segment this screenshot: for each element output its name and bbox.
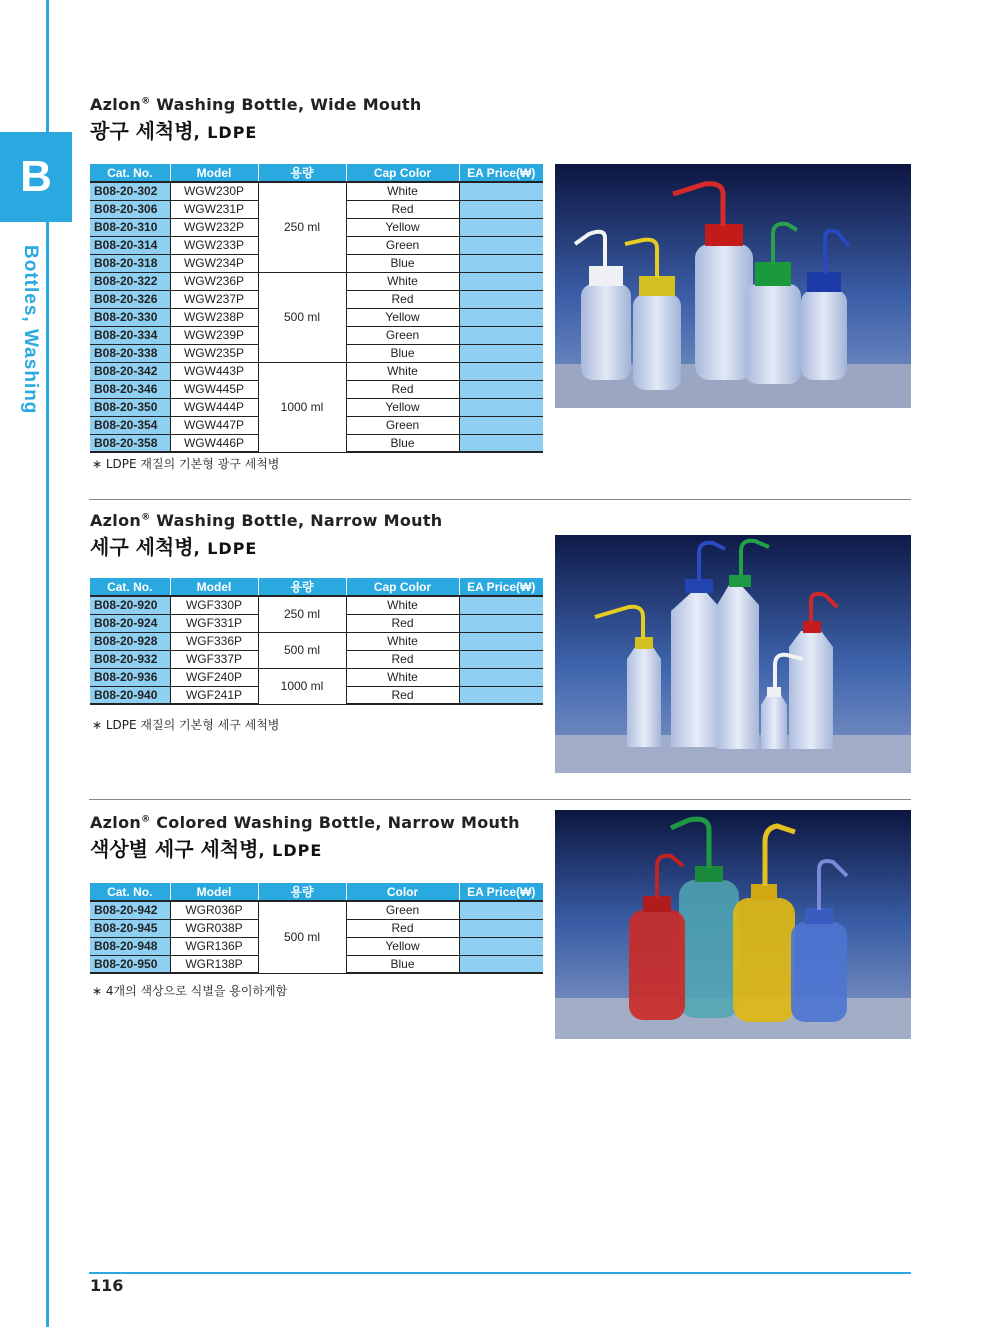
table-cell: Green <box>346 236 459 254</box>
cat-no-cell: B08-20-310 <box>90 218 170 236</box>
table-row <box>90 362 543 380</box>
table-header <box>90 883 543 901</box>
table-cell: Yellow <box>346 308 459 326</box>
table-cell: Red <box>346 200 459 218</box>
cat-no-cell: B08-20-322 <box>90 272 170 290</box>
cat-no-cell: B08-20-346 <box>90 380 170 398</box>
title-en: Azlon® Washing Bottle, Wide Mouth <box>90 95 422 114</box>
cat-no-cell: B08-20-338 <box>90 344 170 362</box>
col-model: Model <box>170 883 258 901</box>
table-cell: WGF337P <box>170 650 258 668</box>
title-en: Azlon® Washing Bottle, Narrow Mouth <box>90 511 443 530</box>
page-number: 116 <box>90 1276 124 1295</box>
price-cell <box>459 272 543 290</box>
table-cell: WGW231P <box>170 200 258 218</box>
volume-cell: 500 ml <box>258 632 346 668</box>
price-cell <box>459 434 543 452</box>
registered-mark: ® <box>141 814 151 825</box>
table-cell: Yellow <box>346 218 459 236</box>
col-color: Cap Color <box>346 578 459 596</box>
table-cell: Red <box>346 290 459 308</box>
col-price: EA Price(₩) <box>459 164 543 182</box>
price-cell <box>459 290 543 308</box>
col-cat: Cat. No. <box>90 883 170 901</box>
table-cell: WGW444P <box>170 398 258 416</box>
table-cell: WGR138P <box>170 955 258 973</box>
price-cell <box>459 901 543 919</box>
table-cell: White <box>346 596 459 614</box>
col-cat: Cat. No. <box>90 164 170 182</box>
table-row <box>90 668 543 686</box>
title-en: Azlon® Colored Washing Bottle, Narrow Mouth <box>90 813 520 832</box>
table-cell: White <box>346 668 459 686</box>
cat-no-cell: B08-20-330 <box>90 308 170 326</box>
table-cell: WGW232P <box>170 218 258 236</box>
cat-no-cell: B08-20-940 <box>90 686 170 704</box>
product-photo-narrow <box>555 535 911 773</box>
price-cell <box>459 362 543 380</box>
table-cell: WGW233P <box>170 236 258 254</box>
table-cell: White <box>346 272 459 290</box>
table-row <box>90 632 543 650</box>
table-cell: WGF330P <box>170 596 258 614</box>
cat-no-cell: B08-20-924 <box>90 614 170 632</box>
volume-cell: 1000 ml <box>258 362 346 452</box>
price-cell <box>459 218 543 236</box>
spec-table-colored <box>90 883 543 974</box>
table-cell: White <box>346 632 459 650</box>
price-cell <box>459 955 543 973</box>
table-cell: Yellow <box>346 937 459 955</box>
table-cell: WGW236P <box>170 272 258 290</box>
section-label: Bottles, Washing <box>20 245 41 415</box>
section-tab <box>0 132 72 222</box>
price-cell <box>459 326 543 344</box>
spec-table-wide <box>90 164 543 453</box>
product-title-wide <box>90 95 912 144</box>
table-cell: WGR036P <box>170 901 258 919</box>
footnote: ∗ LDPE 재질의 기본형 세구 세척병 <box>92 718 280 732</box>
table-cell: WGF336P <box>170 632 258 650</box>
table-header <box>90 578 543 596</box>
table-cell: WGW238P <box>170 308 258 326</box>
table-cell: WGR136P <box>170 937 258 955</box>
price-cell <box>459 919 543 937</box>
col-model: Model <box>170 164 258 182</box>
price-cell <box>459 937 543 955</box>
cat-no-cell: B08-20-342 <box>90 362 170 380</box>
col-price: EA Price(₩) <box>459 578 543 596</box>
cat-no-cell: B08-20-920 <box>90 596 170 614</box>
cat-no-cell: B08-20-306 <box>90 200 170 218</box>
cat-no-cell: B08-20-948 <box>90 937 170 955</box>
col-volume: 용량 <box>258 578 346 596</box>
section-divider <box>89 799 911 800</box>
table-cell: Red <box>346 614 459 632</box>
volume-cell: 500 ml <box>258 901 346 973</box>
table-cell: WGW235P <box>170 344 258 362</box>
cat-no-cell: B08-20-318 <box>90 254 170 272</box>
volume-cell: 250 ml <box>258 596 346 632</box>
col-volume: 용량 <box>258 883 346 901</box>
price-cell <box>459 344 543 362</box>
price-cell <box>459 686 543 704</box>
col-volume: 용량 <box>258 164 346 182</box>
footnote: ∗ LDPE 재질의 기본형 광구 세척병 <box>92 457 280 471</box>
col-color: Color <box>346 883 459 901</box>
table-cell: White <box>346 362 459 380</box>
footer-rule <box>89 1272 911 1274</box>
cat-no-cell: B08-20-936 <box>90 668 170 686</box>
cat-no-cell: B08-20-334 <box>90 326 170 344</box>
cat-no-cell: B08-20-350 <box>90 398 170 416</box>
table-cell: WGW447P <box>170 416 258 434</box>
table-cell: WGW445P <box>170 380 258 398</box>
table-cell: WGW234P <box>170 254 258 272</box>
product-photo-wide <box>555 164 911 408</box>
table-cell: Green <box>346 901 459 919</box>
table-cell: WGF241P <box>170 686 258 704</box>
table-cell: Blue <box>346 254 459 272</box>
table-cell: Red <box>346 380 459 398</box>
cat-no-cell: B08-20-358 <box>90 434 170 452</box>
price-cell <box>459 200 543 218</box>
table-cell: Blue <box>346 955 459 973</box>
cat-no-cell: B08-20-302 <box>90 182 170 200</box>
volume-cell: 500 ml <box>258 272 346 362</box>
col-color: Cap Color <box>346 164 459 182</box>
registered-mark: ® <box>141 96 151 107</box>
table-cell: Red <box>346 650 459 668</box>
table-row <box>90 596 543 614</box>
table-cell: WGW443P <box>170 362 258 380</box>
price-cell <box>459 254 543 272</box>
price-cell <box>459 398 543 416</box>
section-letter: B <box>20 152 52 201</box>
table-row <box>90 182 543 200</box>
volume-cell: 1000 ml <box>258 668 346 704</box>
table-cell: WGW230P <box>170 182 258 200</box>
table-cell: WGW237P <box>170 290 258 308</box>
table-cell: Green <box>346 326 459 344</box>
registered-mark: ® <box>141 512 151 523</box>
cat-no-cell: B08-20-314 <box>90 236 170 254</box>
price-cell <box>459 614 543 632</box>
cat-no-cell: B08-20-928 <box>90 632 170 650</box>
table-cell: WGF240P <box>170 668 258 686</box>
spec-table-narrow <box>90 578 543 705</box>
price-cell <box>459 380 543 398</box>
title-ko: 색상별 세구 세척병, LDPE <box>90 837 323 861</box>
title-ko: 광구 세척병, LDPE <box>90 119 258 143</box>
price-cell <box>459 236 543 254</box>
cat-no-cell: B08-20-326 <box>90 290 170 308</box>
table-cell: White <box>346 182 459 200</box>
cat-no-cell: B08-20-945 <box>90 919 170 937</box>
section-divider <box>89 499 911 500</box>
price-cell <box>459 632 543 650</box>
price-cell <box>459 668 543 686</box>
cat-no-cell: B08-20-950 <box>90 955 170 973</box>
price-cell <box>459 308 543 326</box>
price-cell <box>459 596 543 614</box>
table-row <box>90 272 543 290</box>
table-cell: Red <box>346 686 459 704</box>
table-cell: WGR038P <box>170 919 258 937</box>
product-photo-colored <box>555 810 911 1039</box>
title-ko: 세구 세척병, LDPE <box>90 535 258 559</box>
table-cell: WGW446P <box>170 434 258 452</box>
table-cell: WGF331P <box>170 614 258 632</box>
col-model: Model <box>170 578 258 596</box>
price-cell <box>459 182 543 200</box>
volume-cell: 250 ml <box>258 182 346 272</box>
table-row <box>90 901 543 919</box>
cat-no-cell: B08-20-942 <box>90 901 170 919</box>
col-cat: Cat. No. <box>90 578 170 596</box>
col-price: EA Price(₩) <box>459 883 543 901</box>
table-header <box>90 164 543 182</box>
price-cell <box>459 650 543 668</box>
table-cell: Blue <box>346 344 459 362</box>
table-cell: Green <box>346 416 459 434</box>
table-cell: WGW239P <box>170 326 258 344</box>
table-cell: Red <box>346 919 459 937</box>
footnote: ∗ 4개의 색상으로 식별을 용이하게함 <box>92 984 288 998</box>
table-cell: Blue <box>346 434 459 452</box>
price-cell <box>459 416 543 434</box>
cat-no-cell: B08-20-354 <box>90 416 170 434</box>
table-cell: Yellow <box>346 398 459 416</box>
cat-no-cell: B08-20-932 <box>90 650 170 668</box>
